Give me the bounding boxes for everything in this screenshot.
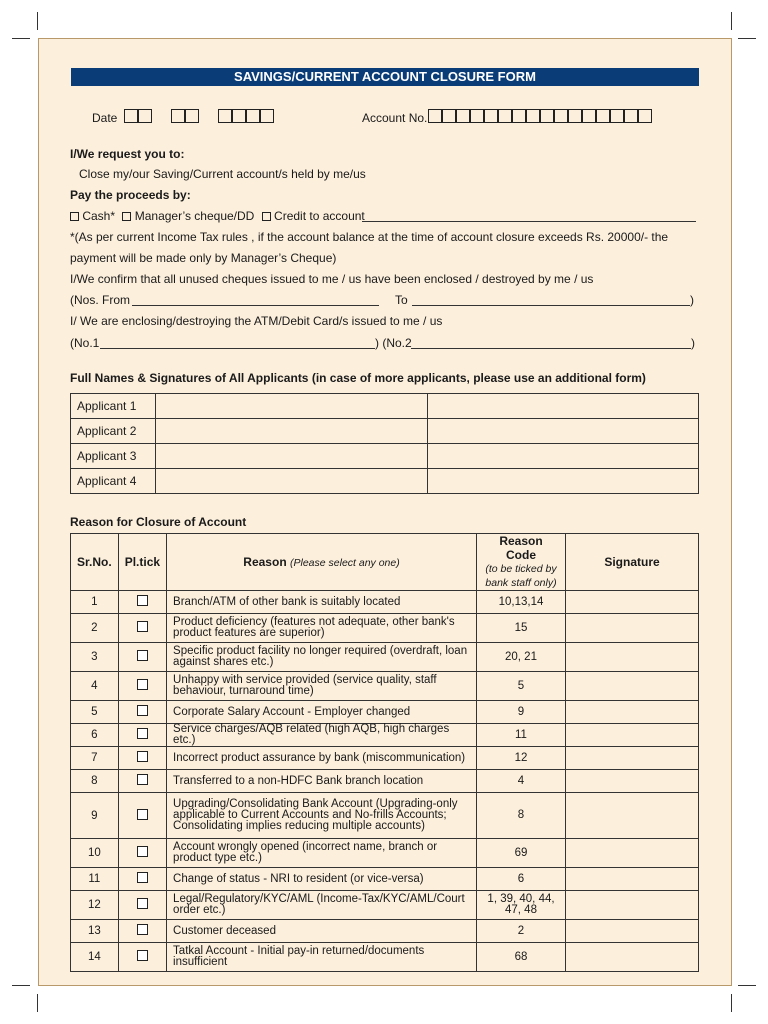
reason-code-cell[interactable]: 5	[477, 672, 566, 701]
reason-tick-checkbox[interactable]	[137, 924, 148, 935]
signature-cell[interactable]	[566, 701, 699, 724]
signature-cell[interactable]	[566, 868, 699, 891]
sr-no-cell: 3	[71, 643, 119, 672]
crop-mark	[37, 994, 38, 1012]
applicant-name-cell[interactable]	[156, 419, 428, 444]
table-row	[71, 672, 699, 701]
credit-account-line[interactable]	[362, 221, 696, 222]
reason-text: Change of status - NRI to resident (or vice-versa)	[173, 872, 424, 885]
tick-cell	[118, 747, 166, 770]
tick-cell	[118, 614, 166, 643]
reason-code-cell[interactable]: 69	[477, 839, 566, 868]
table-row	[71, 839, 699, 868]
table-row	[71, 643, 699, 672]
srno-header: Sr.No.	[71, 534, 119, 591]
sr-no-cell: 5	[71, 701, 119, 724]
reason-text: Upgrading/Consolidating Bank Account (Upgrading-only applicable to Current Accounts and No-frills Accounts; Consolidating implies reducing multiple accounts)	[173, 798, 458, 832]
reason-code-cell[interactable]: 9	[477, 701, 566, 724]
nos-close-paren: )	[690, 293, 694, 307]
reason-text: Tatkal Account - Initial pay-in returned/documents insufficient	[173, 945, 425, 968]
reason-cell	[167, 920, 477, 943]
reason-tick-checkbox[interactable]	[137, 595, 148, 606]
reason-code-cell[interactable]: 68	[477, 943, 566, 972]
applicant-label: Applicant 1	[71, 394, 156, 419]
form-title: SAVINGS/CURRENT ACCOUNT CLOSURE FORM	[71, 68, 699, 86]
sr-no-cell: 14	[71, 943, 119, 972]
applicants-table	[70, 393, 699, 494]
reason-rows	[71, 591, 699, 972]
applicant-signature-cell[interactable]	[428, 419, 699, 444]
managers-cheque-option-label: Manager’s cheque/DD	[134, 209, 255, 223]
tick-cell	[118, 839, 166, 868]
reason-code-cell[interactable]: 4	[477, 770, 566, 793]
reason-cell	[167, 591, 477, 614]
reason-cell	[167, 672, 477, 701]
atm-text: I/ We are enclosing/destroying the ATM/Debit Card/s issued to me / us	[70, 314, 443, 328]
signature-cell[interactable]	[566, 591, 699, 614]
reason-tick-checkbox[interactable]	[137, 950, 148, 961]
applicant-signature-cell[interactable]	[428, 469, 699, 494]
account-number-field[interactable]	[428, 107, 652, 125]
reason-tick-checkbox[interactable]	[137, 774, 148, 785]
tick-cell	[118, 701, 166, 724]
no2-line[interactable]	[411, 348, 691, 349]
sr-no-cell: 7	[71, 747, 119, 770]
tick-cell	[118, 920, 166, 943]
pltick-header: Pl.tick	[118, 534, 166, 591]
sr-no-cell: 10	[71, 839, 119, 868]
reason-text: Transferred to a non-HDFC Bank branch location	[173, 774, 424, 787]
request-heading: I/We request you to:	[70, 147, 185, 161]
cash-option-label: Cash*	[82, 209, 116, 223]
reason-cell	[167, 793, 477, 839]
reason-cell	[167, 943, 477, 972]
crop-mark	[731, 994, 732, 1012]
reason-tick-checkbox[interactable]	[137, 728, 148, 739]
reason-cell	[167, 614, 477, 643]
table-row	[71, 444, 699, 469]
managers-cheque-checkbox[interactable]	[122, 212, 131, 221]
table-row	[71, 920, 699, 943]
reason-table	[70, 533, 699, 972]
reason-cell	[167, 839, 477, 868]
account-number-label: Account No.	[362, 111, 428, 125]
crop-mark	[12, 38, 30, 39]
signature-cell[interactable]	[566, 672, 699, 701]
reason-text: Legal/Regulatory/KYC/AML (Income-Tax/KYC/AML/Court order etc.)	[173, 893, 465, 916]
no1-label: (No.1	[70, 336, 100, 350]
reason-cell	[167, 891, 477, 920]
table-row	[71, 793, 699, 839]
sr-no-cell: 8	[71, 770, 119, 793]
tick-cell	[118, 891, 166, 920]
reason-tick-checkbox[interactable]	[137, 650, 148, 661]
sr-no-cell: 9	[71, 793, 119, 839]
applicant-signature-cell[interactable]	[428, 394, 699, 419]
credit-to-account-option-label: Credit to account	[274, 209, 365, 223]
reason-text: Incorrect product assurance by bank (miscommunication)	[173, 751, 466, 764]
reason-code-header	[477, 534, 566, 591]
reason-text: Specific product facility no longer required (overdraft, loan against shares etc.)	[173, 645, 468, 668]
reason-code-cell[interactable]: 20, 21	[477, 643, 566, 672]
reason-cell	[167, 747, 477, 770]
signature-cell[interactable]	[566, 920, 699, 943]
table-row	[71, 868, 699, 891]
table-row	[71, 747, 699, 770]
applicant-label: Applicant 2	[71, 419, 156, 444]
signature-cell[interactable]	[566, 614, 699, 643]
applicant-name-cell[interactable]	[156, 444, 428, 469]
reason-text: Service charges/AQB related (high AQB, high charges etc.)	[173, 723, 450, 746]
table-row	[71, 419, 699, 444]
tick-cell	[118, 643, 166, 672]
signature-cell[interactable]	[566, 943, 699, 972]
table-row	[71, 770, 699, 793]
table-row	[71, 394, 699, 419]
crop-mark	[731, 12, 732, 30]
tick-cell	[118, 868, 166, 891]
applicant-label: Applicant 3	[71, 444, 156, 469]
crop-mark	[738, 985, 756, 986]
reason-tick-checkbox[interactable]	[137, 872, 148, 883]
table-row	[71, 891, 699, 920]
date-label: Date	[92, 111, 118, 125]
reason-tick-checkbox[interactable]	[137, 679, 148, 690]
date-field[interactable]	[124, 107, 274, 125]
table-row	[71, 591, 699, 614]
reason-cell	[167, 868, 477, 891]
table-row	[71, 724, 699, 747]
reason-tick-checkbox[interactable]	[137, 846, 148, 857]
signature-cell[interactable]	[566, 747, 699, 770]
request-text: Close my/our Saving/Current account/s held by me/us	[79, 167, 366, 181]
applicant-label: Applicant 4	[71, 469, 156, 494]
no1-line[interactable]	[100, 348, 375, 349]
cash-checkbox[interactable]	[70, 212, 79, 221]
reason-cell	[167, 701, 477, 724]
table-row	[71, 701, 699, 724]
reason-tick-checkbox[interactable]	[137, 621, 148, 632]
reason-text: Corporate Salary Account - Employer changed	[173, 705, 411, 718]
tax-note-line-2: payment will be made only by Manager’s Cheque)	[70, 251, 337, 265]
tick-cell	[118, 591, 166, 614]
reason-cell	[167, 724, 477, 747]
nos-from-line[interactable]	[132, 305, 379, 306]
signature-cell[interactable]	[566, 839, 699, 868]
reason-code-header-label: Reason Code	[499, 534, 543, 562]
reason-tick-checkbox[interactable]	[137, 705, 148, 716]
reason-text: Customer deceased	[173, 924, 276, 937]
crop-mark	[12, 985, 30, 986]
tick-cell	[118, 672, 166, 701]
tick-cell	[118, 724, 166, 747]
applicant-signature-cell[interactable]	[428, 444, 699, 469]
table-row	[71, 943, 699, 972]
reason-code-cell[interactable]: 6	[477, 868, 566, 891]
table-row	[71, 614, 699, 643]
reason-code-cell[interactable]: 1, 39, 40, 44, 47, 48	[477, 891, 566, 920]
crop-mark	[37, 12, 38, 30]
table-row	[71, 469, 699, 494]
reason-tick-checkbox[interactable]	[137, 898, 148, 909]
tick-cell	[118, 770, 166, 793]
reason-text: Branch/ATM of other bank is suitably located	[173, 595, 401, 608]
applicants-heading: Full Names & Signatures of All Applicants (in case of more applicants, please use an additional form)	[70, 371, 646, 385]
reason-heading: Reason for Closure of Account	[70, 515, 247, 529]
applicant-name-cell[interactable]	[156, 469, 428, 494]
reason-code-cell[interactable]: 8	[477, 793, 566, 839]
reason-code-cell[interactable]: 2	[477, 920, 566, 943]
reason-text: Product deficiency (features not adequate, other bank's product features are superior)	[173, 616, 455, 639]
no2-close-paren: )	[691, 336, 695, 350]
tax-note-line-1: *(As per current Income Tax rules , if the account balance at the time of account closure exceeds Rs. 20000/- the	[70, 230, 669, 244]
sr-no-cell: 13	[71, 920, 119, 943]
reason-header-label: Reason	[243, 555, 287, 569]
form-page	[38, 38, 732, 986]
reason-tick-checkbox[interactable]	[137, 751, 148, 762]
credit-to-account-checkbox[interactable]	[262, 212, 271, 221]
sr-no-cell: 12	[71, 891, 119, 920]
reason-code-cell[interactable]: 11	[477, 724, 566, 747]
tick-cell	[118, 943, 166, 972]
reason-code-cell[interactable]: 15	[477, 614, 566, 643]
sr-no-cell: 6	[71, 724, 119, 747]
pay-options	[70, 209, 365, 223]
sr-no-cell: 11	[71, 868, 119, 891]
signature-cell[interactable]	[566, 643, 699, 672]
signature-cell[interactable]	[566, 724, 699, 747]
signature-cell[interactable]	[566, 891, 699, 920]
sr-no-cell: 4	[71, 672, 119, 701]
reason-cell	[167, 643, 477, 672]
reason-cell	[167, 770, 477, 793]
reason-code-header-note: (to be ticked by bank staff only)	[485, 563, 557, 589]
reason-text: Account wrongly opened (incorrect name, branch or product type etc.)	[173, 841, 438, 864]
nos-from-label: (Nos. From	[70, 293, 130, 307]
sr-no-cell: 1	[71, 591, 119, 614]
sr-no-cell: 2	[71, 614, 119, 643]
signature-cell[interactable]	[566, 793, 699, 839]
applicant-name-cell[interactable]	[156, 394, 428, 419]
nos-to-label: To	[395, 293, 408, 307]
reason-code-cell[interactable]: 10,13,14	[477, 591, 566, 614]
no2-label: ) (No.2	[375, 336, 412, 350]
reason-header	[167, 534, 477, 591]
nos-to-line[interactable]	[412, 305, 690, 306]
reason-tick-checkbox[interactable]	[137, 809, 148, 820]
crop-mark	[738, 38, 756, 39]
signature-cell[interactable]	[566, 770, 699, 793]
signature-header: Signature	[566, 534, 699, 591]
reason-header-note: (Please select any one)	[290, 557, 400, 569]
pay-heading: Pay the proceeds by:	[70, 188, 191, 202]
reason-code-cell[interactable]: 12	[477, 747, 566, 770]
cheque-confirm-text: I/We confirm that all unused cheques issued to me / us have been enclosed / destroyed by me / us	[70, 272, 594, 286]
reason-text: Unhappy with service provided (service quality, staff behaviour, turnaround time)	[173, 674, 437, 697]
reason-table-header	[71, 534, 699, 591]
tick-cell	[118, 793, 166, 839]
